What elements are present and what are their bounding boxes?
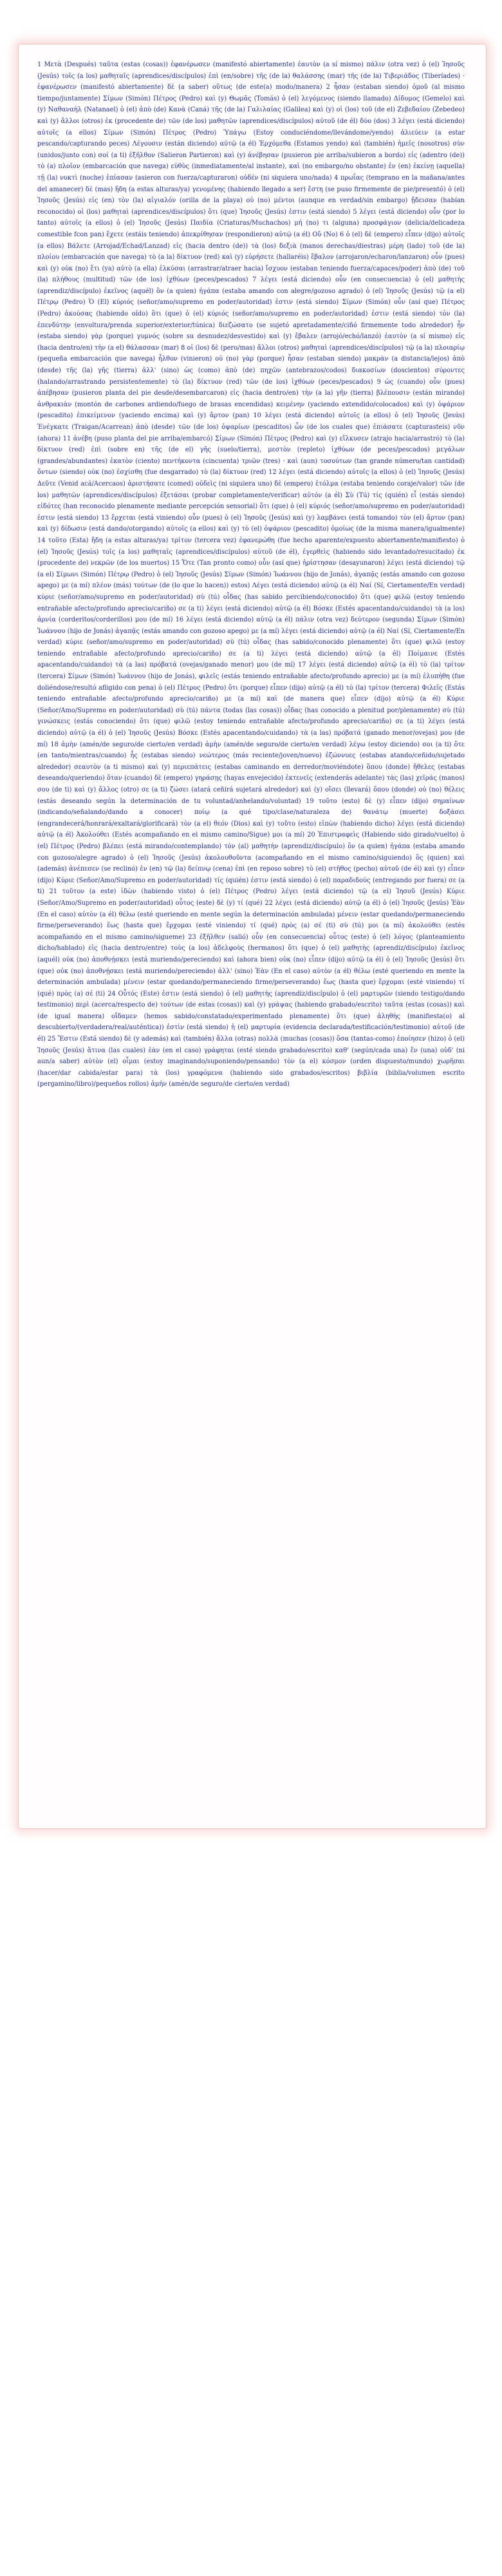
interlinear-paragraph: 1 Μετὰ (Después) ταῦτα (estas (cosas)) ἐφανέρωσεν (manifestó abiertamente) ἑαυτὸν (a sí mismo) πάλιν (otra vez) ὁ (el) Ἰησοῦς (Jesús) τοῖς (a los) μαθηταῖς (aprendices/discípulos) ἐπὶ (en/sobre) τῆς (de la) θαλάσσης (mar) τῆς (de la) Τιβεριάδος (Tiberíades) · ἐφανέρωσεν (manifestó abiertamente) δὲ (a saber) οὕτως (de este(a) modo/manera) 2 ἦσαν (estaban siendo) ὁμοῦ (al mismo tiempo/juntamente) Σίμων (Simón) Πέτρος (Pedro) καὶ (y) Θωμᾶς (Tomás) ὁ (el) λεγόμενος (siendo llamado) Δίδυμος (Gemelo) καὶ (y) Ναθαναὴλ (Natanael) ὁ (el) ἀπὸ (de) Κανὰ (Caná) τῆς (de la) Γαλιλαίας (Galilea) καὶ (y) οἱ (los) τοῦ (de el) Ζεβεδαίου (Zebedeo) καὶ (y) ἄλλοι (otros) ἐκ (procedente de) τῶν (de los) μαθητῶν (aprendices/discípulos) αὐτοῦ (de él) δύο (dos) 3 λέγει (está diciendo) αὐτοῖς (a ellos) Σίμων (Simón) Πέτρος (Pedro) Ὑπάγω (Estoy conduciéndome/llevándome/yendo) ἁλιεύειν (a estar pescando/capturando peces) Λέγουσιν (están diciendo) αὐτῷ (a él) Ἐρχόμεθα (Estamos yendo) καὶ (también) ἡμεῖς (nosotros) σὺν (unidos/junto con) σοί (a ti) ἐξῆλθον (Salieron Partieron) καὶ (y) ἀνέβησαν (pusieron pie arriba/subieron a bordo) εἰς (adentro (de)) τὸ (a) πλοῖον (embarcación que navega) εὐθὺς (inmediatamente/al instante), καὶ (no embargo/no obstante) ἐν (en) ἐκείνῃ (aquella) τῇ (la) νυκτὶ (noche) ἐπίασαν (asieron con fuerza/capturaron) οὐδέν (ni siquiera uno/nada) 4 πρωΐας (temprano en la mañana/antes del amanecer) δὲ (mas) ἤδη (a estas alturas/ya) γενομένης (habiendo llegado a ser) ἔστη (se puso firmemente de pie/presentó) ὁ (el) Ἰησοῦς (Jesús) εἰς (en) τὸν (la) αἰγιαλόν (orilla de la playa) οὐ (no) μέντοι (aunque en verdad/sin embargo) ᾔδεισαν (habían reconocido) οἱ (los) μαθηταὶ (aprendices/discípulos) ὅτι (que) Ἰησοῦς (Jesús) ἐστιν (está siendo) 5 λέγει (está diciendo) οὖν (por lo tanto) αὐτοῖς (a ellos) ὁ (el) Ἰησοῦς (Jesús) Παιδία (Criaturas/Muchachos) μή (no) τι (alguna) προσφάγιον (delicia/delicadeza comestible fcon pan) ἔχετε (estáis teniendo) ἀπεκρίθησαν (respondieron) αὐτῷ (a él) Οὔ (No) 6 ὁ (el) δὲ (empero) εἶπεν (dijo) αὐτοῖς (a ellos) Βάλετε (Arrojad/Echad/Lanzad) εἰς (hacia dentro (de)) τὰ (los) δεξιὰ (manos derechas/diestras) μέρη (lado) τοῦ (de la) πλοίου (embarcación que navega) τὸ (a la) δίκτυον (red) καὶ (y) εὑρήσετε (hallaréis) ἔβαλον (arrojaron/echaron/lanzaron) οὖν (pues) καὶ (y) οὐκ (no) ἔτι (ya) αὐτὸ (a ella) ἑλκύσαι (arrastrar/atraer hacia) ἴσχυον (estaban teniendo fuerza/capaces/poder) ἀπὸ (de) τοῦ (la) πλήθους (multitud) τῶν (de los) ἰχθύων (peces/pescados) 7 λέγει (está diciendo) οὖν (en consecuencia) ὁ (el) μαθητὴς (aprendiz/discípulo) ἐκεῖνος (aquél) ὃν (a quien) ἠγάπα (estaba amando con alegre/gozoso agrado) ὁ (el) Ἰησοῦς (Jesús) τῷ (a el) Πέτρῳ (Pedro) Ὁ (El) κύριός (señor/amo/supremo en poder/autoridad) ἐστιν (está siendo) Σίμων (Simón) οὖν (así que) Πέτρος (Pedro) ἀκούσας (habiendo oído) ὅτι (que) ὁ (el) κύριός (señor/amo/supremo en poder/autoridad) ἐστιν (está siendo) τὸν (la) ἐπενδύτην (envoltura/prenda superior/exterior/túnica) διεζώσατο (se sujetó apretadamente/ciñó firmemente todo alrededor) ἦν (estaba siendo) γὰρ (porque) γυμνός (sobre su desnudez/desvestido) καὶ (y) ἔβαλεν (arrojó/echó/lanzó) ἑαυτὸν (a sí mismo) εἰς (hacia dentro/en) τὴν (a el) θάλασσαν (mar) 8 οἱ (los) δὲ (pero/mas) ἄλλοι (otros) μαθηταὶ (aprendices/discípulos) τῷ (a la) πλοιαρίῳ (pequeña embarcación que navega) ἦλθον (vinieron) οὐ (no) γὰρ (porque) ἦσαν (estaban siendo) μακρὰν (a distancia/lejos) ἀπὸ (desde) τῆς (la) γῆς (tierra) ἀλλ' (sino) ὡς (como) ἀπὸ (de) πηχῶν (antebrazos/codos) διακοσίων (doscientos) σύροντες (halando/arrastrando persistentemente) τὸ (la) δίκτυον (red) τῶν (de los) ἰχθύων (peces/pescados) 9 ὡς (cuando) οὖν (pues) ἀπέβησαν (pusieron planta del pie desde/desembarcaron) εἰς (hacia dentro/en) τὴν (a la) γῆν (tierra) βλέπουσιν (están mirando) ἀνθρακιὰν (montón de carbones ardiendo/fuego de brasas encendidas) κειμένην (yaciendo extendido/colocados) καὶ (y) ὀψάριον (pescadito) ἐπικείμενον (yaciendo encima) καὶ (y) ἄρτον (pan) 10 λέγει (está diciendo) αὐτοῖς (a ellos) ὁ (el) Ἰησοῦς (Jesús) Ἐνέγκατε (Traigan/Acarrean) ἀπὸ (desde) τῶν (de los) ὀψαρίων (pescaditos) ὧν (de los cuales que) ἐπιάσατε (capturasteis) νῦν (ahora) 11 ἀνέβη (puso planta del pie arriba/embarcó) Σίμων (Simón) Πέτρος (Pedro) καὶ (y) εἵλκυσεν (atrajo hacia/arrastró) τὸ (la) δίκτυον (red) ἐπὶ (sobre en) τῆς (de el) γῆς (suelo/tierra), μεστὸν (repleto) ἰχθύων (de peces/pescados) μεγάλων (grandes/abundantes) ἑκατὸν (ciento) πεντήκοντα (cincuenta) τριῶν (tres) · καὶ (aun) τοσούτων (tan grande número/tan cantidad) ὄντων (siendo) οὐκ (no) ἐσχίσθη (fue desgarrado) τὸ (la) δίκτυον (red) 12 λέγει (está diciendo) αὐτοῖς (a ellos) ὁ (el) Ἰησοῦς (Jesús) Δεῦτε (Venid acá/Acercaos) ἀριστήσατε (comed) οὐδεὶς (ni siquiera uno) δὲ (empero) ἐτόλμα (estaba teniendo coraje/valor) τῶν (de los) μαθητῶν (aprendices/discípulos) ἐξετάσαι (probar completamente/verificar) αὐτόν (a él) Σὺ (Tú) τίς (quién) εἶ (estás siendo) εἰδότες (han reconocido plenamente mediante percepción sensorial) ὅτι (que) ὁ (el) κύριός (señor/amo/supremo en poder/autoridad) ἐστιν (está siendo) 13 ἔρχεται (está viniendo) οὖν (pues) ὁ (el) Ἰησοῦς (Jesús) καὶ (y) λαμβάνει (está tomando) τὸν (el) ἄρτον (pan) καὶ (y) δίδωσιν (está dando/otorgando) αὐτοῖς (a ellos) καὶ (y) τὸ (el) ὀψάριον (pescadito) ὁμοίως (de la misma manera/igualmente) 14 τοῦτο (Esta) ἤδη (a estas alturas/ya) τρίτον (tercera vez) ἐφανερώθη (fue hecho aparente/expuesto abiertamente/manifiesto) ὁ (el) Ἰησοῦς (Jesús) τοῖς (a los) μαθηταῖς (aprendices/discípulos) αὐτοῦ (de él), ἐγερθεὶς (habiendo sido levantado/resucitado) ἐκ (procedente de) νεκρῶν (de los muertos) 15 Ὅτε (Tan pronto como) οὖν (así que) ἠρίστησαν (desayunaron) λέγει (está diciendo) τῷ (a el) Σίμωνι (Simón) Πέτρῳ (Pedro) ὁ (el) Ἰησοῦς (Jesús) Σίμων (Simón) Ἰωάννου (hijo de Jonás), ἀγαπᾷς (estás amando con gozoso apego) με (a mí) πλέον (más) τούτων (de (lo que lo hacen)) estos) Λέγει (está diciendo) αὐτῷ (a él) Ναί (Sí, Ciertamente/En verdad) κύριε (señor/amo/supremo en poder/autoridad) σὺ (tú) οἶδας (has sabido percibiendo/conocido) ὅτι (que) φιλῶ (estoy teniendo entrañable afecto/profundo aprecio/cariño) σε (a ti) λέγει (está diciendo) αὐτῷ (a él) Βόσκε (Estés apacentando/cuidando) τὰ (a los) ἀρνία (corderitos/corderillos) μου (de mí) 16 λέγει (está diciendo) αὐτῷ (a él) πάλιν (otra vez) δεύτερον (segunda) Σίμων (Simón) Ἰωάννου (hijo de Jonás) ἀγαπᾷς (estás amando con gozoso apego) με (a mí) λέγει (está diciendo) αὐτῷ (a él) Ναί (Sí, Ciertamente/En verdad) κύριε (señor/amo/supremo en poder/autoridad) σὺ (tú) οἶδας (has sabido/conocido plenamente) ὅτι (que) φιλῶ (estoy teniendo entrañable afecto/profundo aprecio/cariño) σε (a ti) λέγει (está diciendo) αὐτῷ (a él) Ποίμαινε (Estés apacentando/cuidando) τὰ (a las) πρόβατά (ovejas/ganado menor) μου (de mí) 17 λέγει (está diciendo) αὐτῷ (a él) τὸ (la) τρίτον (tercera) Σίμων (Simón) Ἰωάννου (hijo de Jonás), φιλεῖς (estás teniendo entrañable afecto/profundo aprecio) με (a mí) ἐλυπήθη (fue doliéndose/resultó afligido con pena) ὁ (el) Πέτρος (Pedro) ὅτι (porque) εἶπεν (dijo) αὐτῷ (a él) τὸ (la) τρίτον (tercera) Φιλεῖς (Estás teniendo entrañable afecto/profundo aprecio/cariño) με (a mí) καὶ (de manera que) εἶπεν (dijo) αὐτῷ (a él) Κύριε (Señor/Amo/Supremo en poder/autoridad) σὺ (tú) πάντα (todas (las cosas)) οἶδας (has conocido a plenitud por/plenamente) σὺ (tú) γινώσκεις (estás conociendo) ὅτι (que) φιλῶ (estoy teniendo entrañable afecto/profundo aprecio/cariño) σε (a ti) λέγει (está diciendo) αὐτῷ (a él) ὁ (el) Ἰησοῦς (Jesús) Βόσκε (Estés apacentando/cuidando) τὰ (a las) πρόβατά (ganado menor/ovejas) μου (de mí) 18 ἀμὴν (amén/de seguro/de cierto/en verdad) ἀμὴν (amén/de seguro/de cierto/en verdad) λέγω (estoy diciendo) σοι (a ti) ὅτε (en tanto/mientras/cuando) ἦς (estabas siendo) νεώτερος (más reciente/joven/nuevo) ἐζώννυες (estabas atando/ceñido/sujetado alrededor) σεαυτὸν (a ti mismo) καὶ (y) περιεπάτεις (estabas caminando en derredor/moviéndote) ὅπου (donde) ἤθελες (estabas deseando/queriendo) ὅταν (cuando) δὲ (empero) γηράσῃς (hayas envejecido) ἐκτενεῖς (extenderás adelante) τὰς (las) χεῖράς (manos) σου (de ti) καὶ (y) ἄλλος (otro) σε (a ti) ζώσει (atará ceñirá sujetará alrededor) καὶ (y) οἴσει (llevará) ὅπου (donde) οὐ (no) θέλεις (estás deseando según la determinación de tu voluntad/anhelando/voluntad) 19 τοῦτο (esto) δὲ (y) εἶπεν (dijo) σημαίνων (indicando/señalando/dando a conocer) ποίῳ (a qué tipo/clase/naturaleza de) θανάτῳ (muerte) δοξάσει (engrandecerá/honrará/exaltará/glorificará) τὸν (a el) θεόν (Dios) καὶ (y) τοῦτο (esto) εἰπὼν (habiendo dicho) λέγει (está diciendo) αὐτῷ (a él) Ἀκολούθει (Estés acompañando en el mismo camino/Sigue) μοι (a mí) 20 Ἐπιστραφεὶς (Habiendo sido girado/vuelto) ὁ (el) Πέτρος (Pedro) βλέπει (está mirando/contemplando) τὸν (al) μαθητὴν (aprendiz/discípulo) ὃν (a quien) ἠγάπα (estaba amando con gozoso/alegre agrado) ὁ (el) Ἰησοῦς (Jesús) ἀκολουθοῦντα (acompañando en el mismo camino/siguiendo) ὃς (quien) καὶ (además) ἀνέπεσεν (se reclinó) ἐν (en) τῷ (la) δείπνῳ (cena) ἐπὶ (en reposo sobre) τὸ (el) στῆθος (pecho) αὐτοῦ (de él) καὶ (y) εἶπεν (dijo) Κύριε (Señor/Amo/Supremo en poder/autoridad) τίς (quién) ἐστιν (está siendo) ὁ (el) παραδιδούς (entregando por fuera) σε (a ti) 21 τοῦτον (a este) ἰδὼν (habiendo visto) ὁ (el) Πέτρος (Pedro) λέγει (está diciendo) τῷ (a el) Ἰησοῦ (Jesús) Κύριε (Señor/Amo/Supremo en poder/autoridad) οὗτος (este) δὲ (y) τί (qué) 22 λέγει (está diciendo) αὐτῷ (a él) ὁ (el) Ἰησοῦς (Jesús) Ἐὰν (En el caso) αὐτὸν (a él) θέλω (esté queriendo en mente según la determinación ambulada) μένειν (estar quedando/permaneciendo firme/perseverando) ἕως (hasta que) ἔρχομαι (esté viniendo) τί (qué) πρὸς (a) σέ (ti) σὺ (tú) μοι (a mí) ἀκολούθει (estés acompañando en el mismo camino/sigueme) 23 ἐξῆλθεν (salió) οὖν (en consecuencia) οὗτος (este) ὁ (el) λόγος (planteamiento dicho/hablado) εἰς (hacia dentro/entre) τοὺς (a los) ἀδελφοὺς (hermanos) ὅτι (que) ὁ (el) μαθητὴς (aprendiz/discípulo) ἐκεῖνος (aquél) οὐκ (no) ἀποθνῄσκει (está muriendo/pereciendo) καὶ (ahora bien) οὐκ (no) εἶπεν (dijo) αὐτῷ (a él) ὁ (el) Ἰησοῦς (Jesús) ὅτι (que) οὐκ (no) ἀποθνῄσκει (está muriendo/pereciendo) ἀλλ' (sino) Ἐὰν (En el caso) αὐτὸν (a él) θέλω (esté queriendo en mente la determinación ambulada) μένειν (estar quedando/permaneciendo firme/perseverando) ἕως (hasta que) ἔρχομαι (esté viniendo) τί (qué) πρὸς (a) σέ (ti) 24 Οὗτός (Este) ἐστιν (está siendo) ὁ (el) μαθητὴς (aprendiz/discípulo) ὁ (el) μαρτυρῶν (siendo testigo/dando testimonio) περὶ (acerca/respecto de) τούτων (de estas (cosas)) καὶ (y) γράψας (habiendo grabado/escrito) ταῦτα (estas (cosas)) καὶ (de igual manera) οἴδαμεν (hemos sabido/constatado/experimentado plenamente) ὅτι (que) ἀληθὴς (manifiesta(o) al descubierto/(verdadera/real/auténtica)) ἐστὶν (está siendo) ἡ (el) μαρτυρία (evidencia declarada/testificación/testimonio) αὐτοῦ (de él) 25 Ἔστιν (Está siendo) δὲ (y además) καὶ (también) ἄλλα (otras) πολλὰ (muchas (cosas)) ὅσα (tantas-como) ἐποίησεν (hizo) ὁ (el) Ἰησοῦς (Jesús) ἅτινα (las cuales) ἐὰν (en el caso) γράφηται (esté siendo grabado/escrito) καθ' (según/cada una) ἕν (una) οὐδ' (ni aun/a saber) αὐτὸν (el) οἶμαι (estoy imaginando/suponiendo/pensando) τὸν (a el) κόσμον (orden dispuesto/mundo) χωρῆσαι (hacer/dar cabida/estar para) τὰ (los) γραφόμενα (habiendo sido grabados/escritos) βιβλία (biblia/volumen escrito (pergamino/libro)/pequeños rollos) ἀμήν (amén/de seguro/de cierto/en verdad) (37, 61, 465, 1088)
interlinear-text-column (37, 59, 465, 1090)
